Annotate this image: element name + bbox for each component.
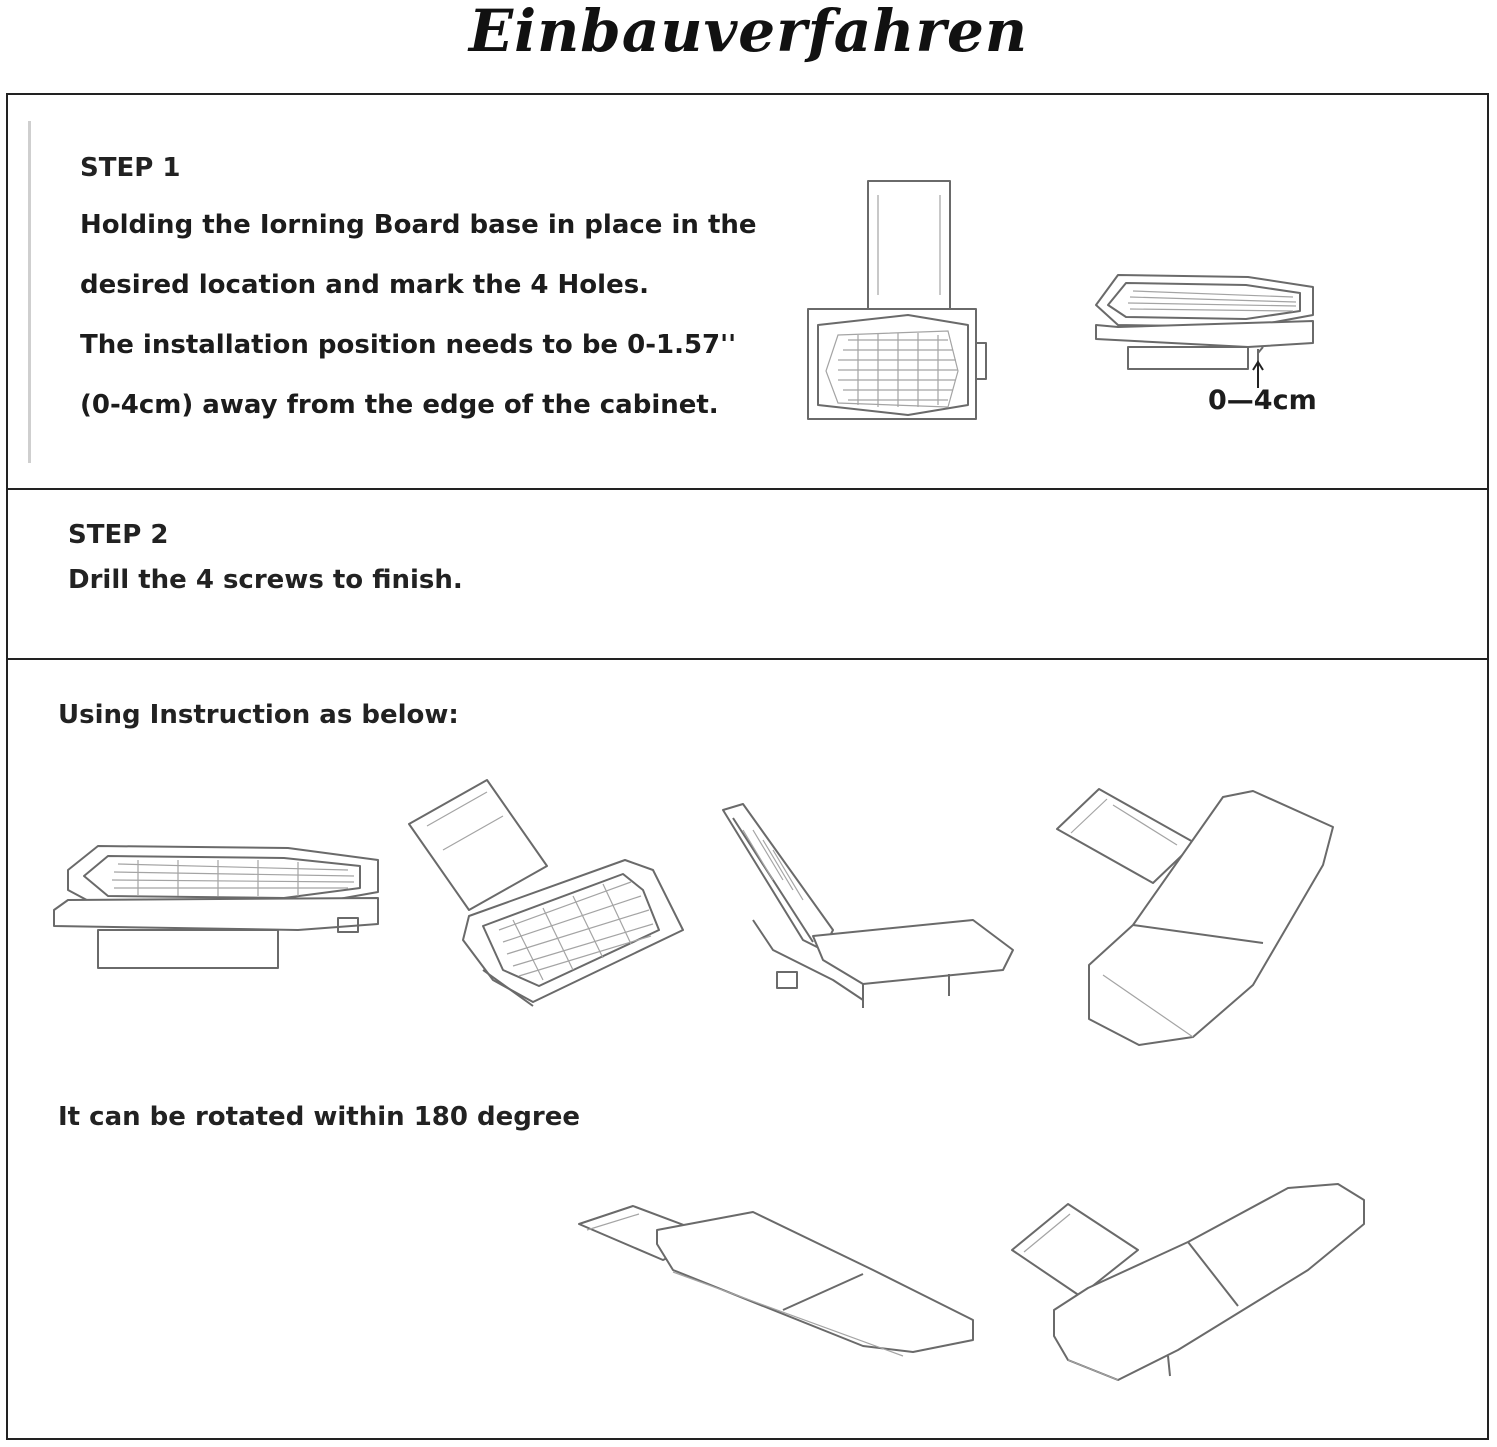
opening-board-illustration <box>403 780 693 1020</box>
step2-heading: STEP 2 <box>68 520 169 550</box>
rotate-text: It can be rotated within 180 degree <box>58 1102 580 1132</box>
usage-heading: Using Instruction as below: <box>58 700 459 730</box>
step2-text: Drill the 4 screws to finish. <box>68 565 463 595</box>
folded-board-illustration <box>48 840 388 990</box>
step1-line-2: desired location and mark the 4 Holes. <box>80 270 650 300</box>
measure-label: 0—4cm <box>1208 385 1317 416</box>
unfolding-board-illustration <box>713 800 1023 1010</box>
page-title: Einbauverfahren <box>468 0 1029 65</box>
board-base-perspective-illustration <box>1088 265 1328 395</box>
step1-line-3: The installation position needs to be 0-1.57'' <box>80 330 737 360</box>
decorative-divider <box>28 121 31 463</box>
step1-line-4: (0-4cm) away from the edge of the cabinet. <box>80 390 719 420</box>
board-base-top-view-illustration <box>798 175 998 425</box>
step1-text <box>80 195 760 435</box>
instruction-frame <box>6 93 1489 1440</box>
step1-line-1: Holding the Iorning Board base in place in the <box>80 210 757 240</box>
step1-heading: STEP 1 <box>80 153 181 183</box>
step2-section <box>8 490 1487 660</box>
opened-board-illustration <box>1053 785 1343 1065</box>
rotated-board-left-illustration <box>573 1200 993 1380</box>
step1-section <box>8 95 1487 490</box>
usage-section <box>8 660 1487 1440</box>
rotated-board-right-illustration <box>1008 1180 1378 1400</box>
